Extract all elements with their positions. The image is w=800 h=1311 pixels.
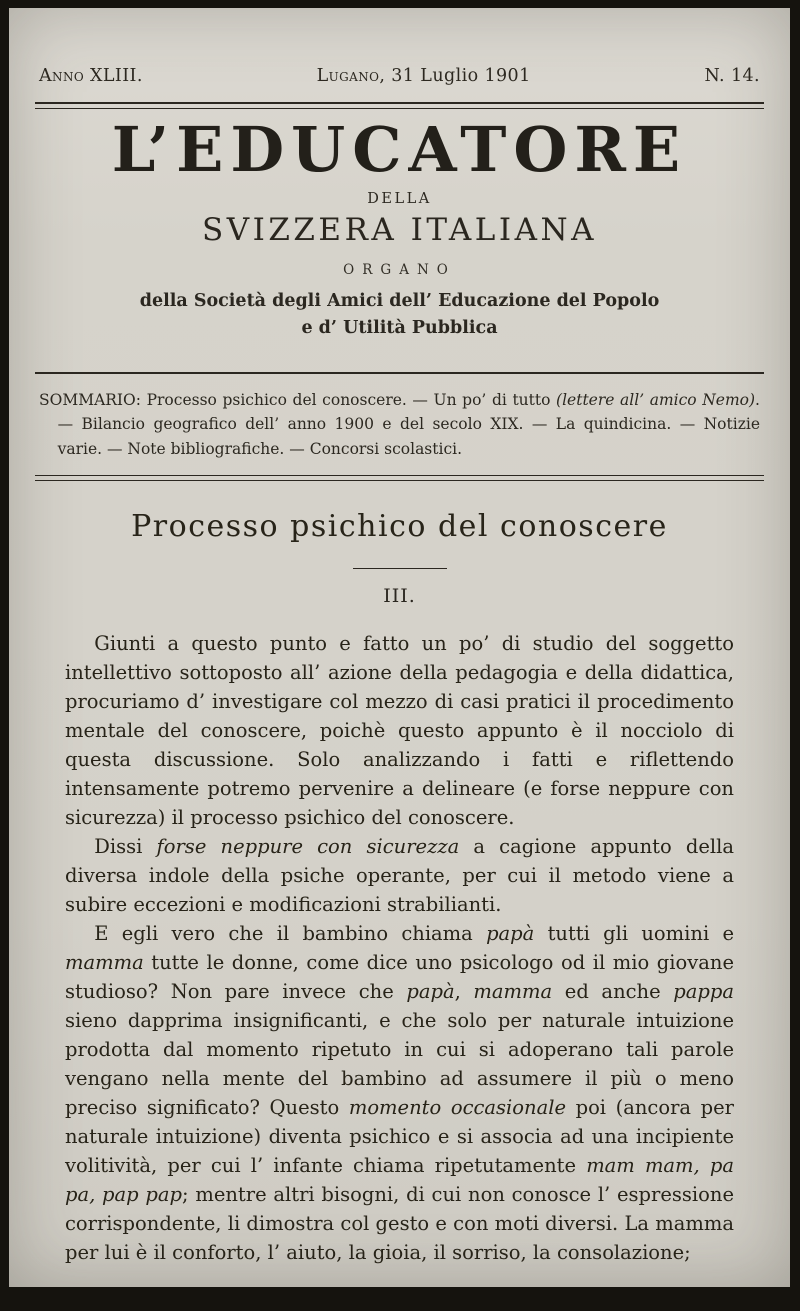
article-title: Processo psichico del conoscere [131,509,668,545]
masthead [9,8,790,86]
masthead-rule [35,102,764,109]
masthead-issue-number: N. 14. [704,66,760,86]
journal-title: L’EDUCATORE [111,113,688,186]
paragraph: E egli vero che il bambino chiama papà tutti gli uomini e mamma tutte le donne, come dice uno psicologo od il mio giovane studioso? Non pare invece che papà, mamma ed anche pappa sieno dapprima insignificanti, e che solo per naturale intuizione prodotta dal momento ripetuto in cui si adoperano tali parole vengano nella mente del bambino ad assumere il più o meno preciso significato? Questo momento occasionale poi (ancora per naturale intuizione) diventa psichico e si associa ad una incipiente volitività, per cui l’ infante chiama ripetutamente mam mam, pa pa, pap pap; mentre altri bisogni, di cui non conosce l’ espressione corrispondente, li dimostra col gesto e con moti diversi. La mamma per lui è il conforto, l’ aiuto, la gioia, il sorriso, la consolazione; [65,922,735,1265]
sommario-label: SOMMARIO: [39,390,147,409]
paragraph: Giunti a questo punto e fatto un po’ di studio del soggetto intellettivo sottoposto all’ azione della pedagogia e della didattica, procuriamo d’ investigare col mezzo di casi pratici il procedimento mentale del conoscere, poichè questo appunto è il nocciolo di questa discussione. Solo analizzando i fatti e riflettendo intensamente potremo pervenire a delineare (e forse neppure con sicurezza) il processo psichico del conoscere. [65,632,734,830]
journal-della: DELLA [367,190,432,207]
paragraph: Dissi forse neppure con sicurezza a cagione appunto della diversa indole della psiche operante, per cui il metodo viene a subire eccezioni e modificazioni strabilianti. [65,835,734,917]
section-number: III. [383,585,416,608]
sommario-bottom-rule [35,475,764,481]
sommario [39,388,760,461]
society-line-1: della Società degli Amici dell’ Educazione del Popolo [139,290,660,311]
sommario-content: Processo psichico del conoscere. — Un po’ di tutto (lettere all’ amico Nemo). — Bilancio geografico dell’ anno 1900 e del secolo XIX. — La quindicina. — Notizie varie. — Note bibliografiche. — Concorsi scolastici. [57,390,760,458]
masthead-anno: Anno XLIII. [39,66,143,86]
sommario-top-rule [35,372,764,374]
journal-subtitle: SVIZZERA ITALIANA [201,211,597,248]
article-body [9,629,790,1267]
society-line-2: e d’ Utilità Pubblica [301,317,498,338]
masthead-place-date: Lugano, 31 Luglio 1901 [316,66,531,86]
journal-organo: ORGANO [343,261,456,278]
section-divider-rule [353,568,447,569]
journal-page [9,8,790,1287]
